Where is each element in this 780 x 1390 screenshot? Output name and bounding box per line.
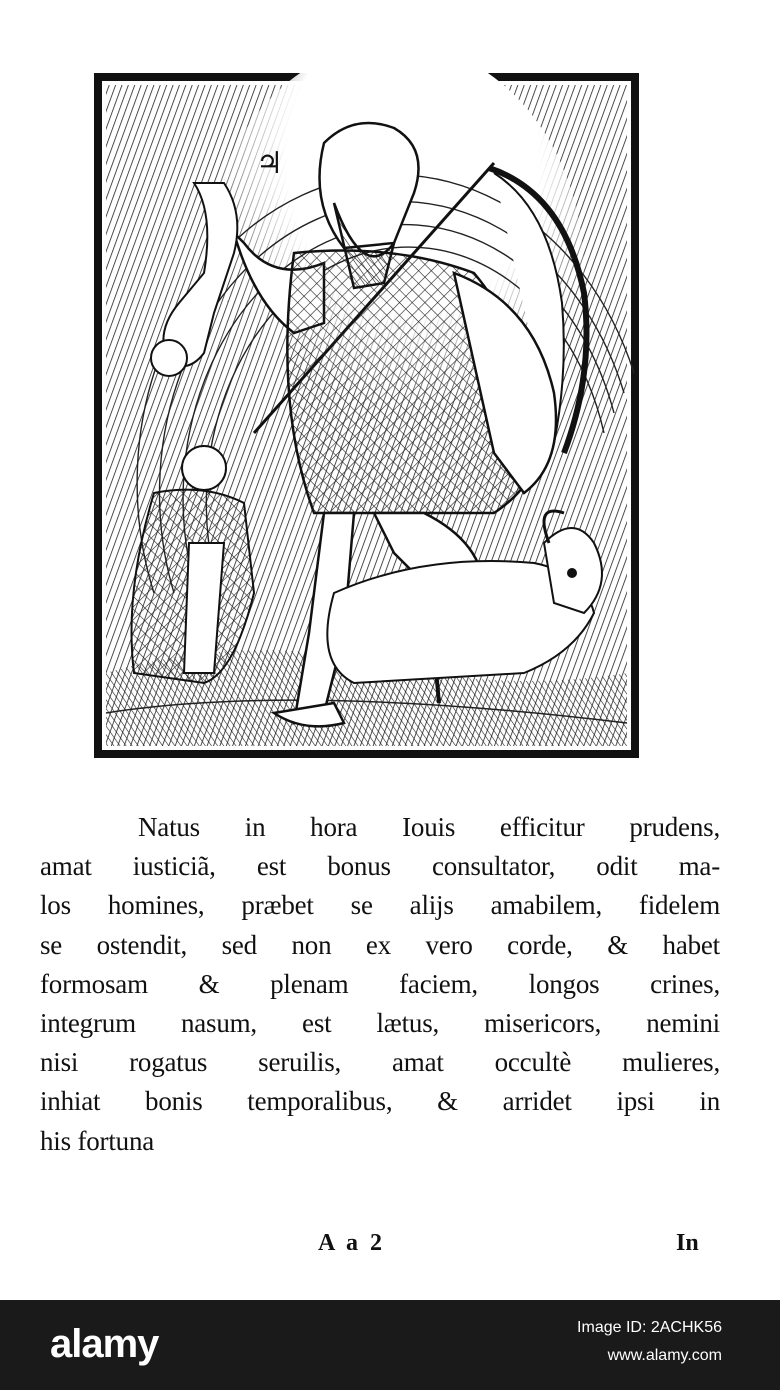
watermark-bar (0, 1300, 780, 1390)
text-line-5: formosam & plenam faciem, longos crines, (40, 968, 720, 999)
text-line-9: his fortuna (40, 1125, 155, 1156)
text-line-7: nisi rogatus seruilis, amat occultè mulieres, (40, 1047, 720, 1078)
text-line-4: se ostendit, sed non ex vero corde, & habet (40, 929, 720, 960)
image-id-block (577, 1314, 722, 1370)
signature-mark: A a 2 (318, 1230, 386, 1256)
woodcut-illustration (94, 73, 639, 758)
text-line-6: integrum nasum, est lætus, misericors, nemini (40, 1008, 720, 1039)
jupiter-symbol: ♃ (256, 146, 283, 181)
catchword: In (676, 1230, 699, 1256)
woodcut-svg (94, 73, 639, 758)
site-url: www.alamy.com (607, 1347, 722, 1364)
text-line-2: amat iusticiã, est bonus consultator, odit ma- (40, 851, 720, 882)
page-footer (0, 1230, 780, 1270)
body-text (40, 808, 720, 1161)
text-line-3: los homines, præbet se alijs amabilem, fidelem (40, 890, 720, 921)
image-id: Image ID: 2ACHK56 (577, 1319, 722, 1336)
text-line-1: Natus in hora Iouis efficitur prudens, (138, 812, 720, 842)
brand-logo: alamy (50, 1322, 159, 1366)
text-line-8: inhiat bonis temporalibus, & arridet ipsi in (40, 1086, 720, 1117)
